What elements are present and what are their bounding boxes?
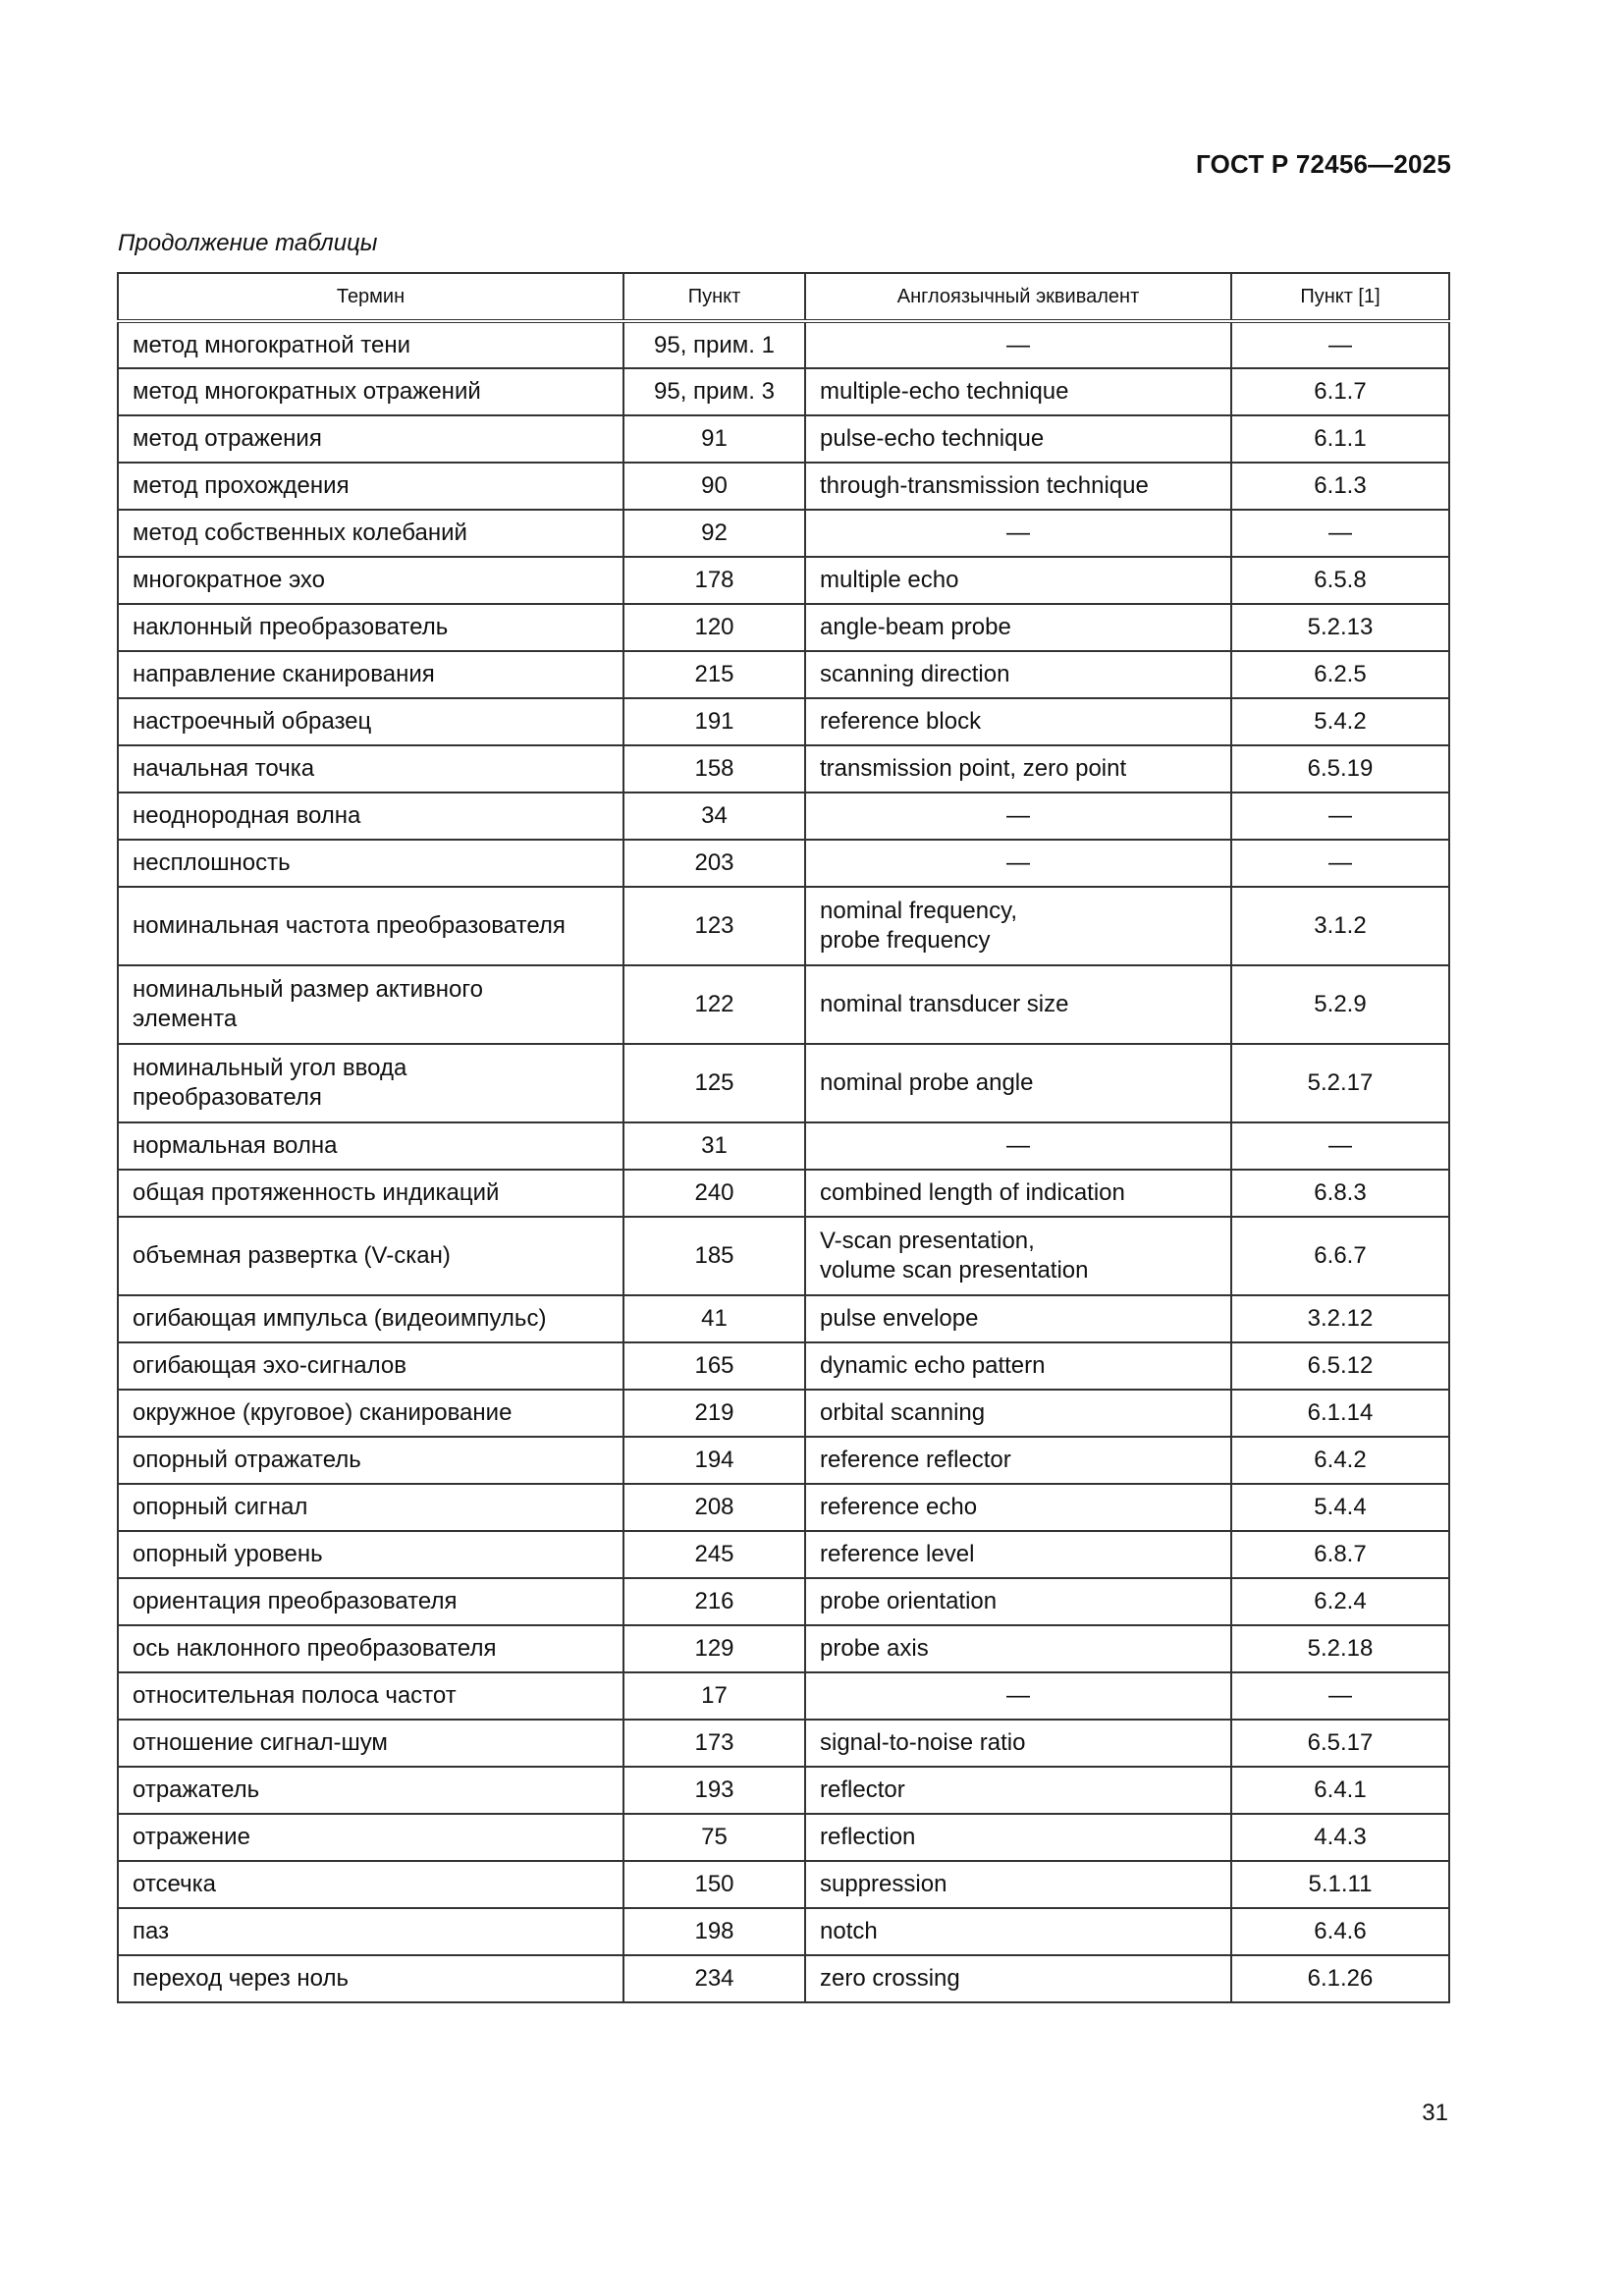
cell-term: метод многократных отражений [118,368,623,415]
table-row [118,840,1449,887]
cell-term: направление сканирования [118,651,623,698]
table-row [118,321,1449,368]
table-row [118,1578,1449,1625]
table-row [118,887,1449,965]
table-row [118,1908,1449,1955]
cell-term: номинальная частота преобразователя [118,887,623,965]
cell-term: неоднородная волна [118,793,623,840]
table-row [118,1122,1449,1170]
cell-item: 240 [623,1170,805,1217]
cell-item: 90 [623,463,805,510]
cell-item: 216 [623,1578,805,1625]
cell-reference: 6.4.2 [1231,1437,1449,1484]
cell-english: angle-beam probe [805,604,1231,651]
cell-term: опорный отражатель [118,1437,623,1484]
cell-item: 191 [623,698,805,745]
cell-term: ось наклонного преобразователя [118,1625,623,1672]
cell-item: 219 [623,1390,805,1437]
cell-term: отражатель [118,1767,623,1814]
table-row [118,1044,1449,1122]
table-row [118,1625,1449,1672]
cell-item: 158 [623,745,805,793]
cell-reference: 6.1.14 [1231,1390,1449,1437]
cell-reference: 6.1.1 [1231,415,1449,463]
cell-reference: 3.2.12 [1231,1295,1449,1342]
cell-term: номинальный размер активного элемента [118,965,623,1044]
cell-item: 234 [623,1955,805,2002]
table-row [118,1437,1449,1484]
cell-reference: 5.2.9 [1231,965,1449,1044]
cell-english: multiple echo [805,557,1231,604]
cell-english: reference level [805,1531,1231,1578]
document-code: ГОСТ Р 72456—2025 [1196,149,1451,179]
cell-reference: 6.1.3 [1231,463,1449,510]
cell-reference: 5.1.11 [1231,1861,1449,1908]
cell-english: reflector [805,1767,1231,1814]
cell-english: notch [805,1908,1231,1955]
cell-reference: — [1231,321,1449,368]
cell-reference: 6.2.5 [1231,651,1449,698]
cell-reference: 6.4.1 [1231,1767,1449,1814]
cell-reference: — [1231,840,1449,887]
cell-term: метод отражения [118,415,623,463]
cell-term: опорный уровень [118,1531,623,1578]
table-row [118,368,1449,415]
table-row [118,1170,1449,1217]
cell-english: — [805,510,1231,557]
cell-term: окружное (круговое) сканирование [118,1390,623,1437]
cell-term: наклонный преобразователь [118,604,623,651]
cell-item: 245 [623,1531,805,1578]
cell-english: reference echo [805,1484,1231,1531]
table-row [118,415,1449,463]
cell-reference: 6.5.17 [1231,1720,1449,1767]
cell-item: 194 [623,1437,805,1484]
table-row [118,1295,1449,1342]
cell-reference: 5.2.18 [1231,1625,1449,1672]
cell-term: отсечка [118,1861,623,1908]
cell-item: 92 [623,510,805,557]
table-row [118,1390,1449,1437]
cell-term: относительная полоса частот [118,1672,623,1720]
cell-english: transmission point, zero point [805,745,1231,793]
cell-english: nominal probe angle [805,1044,1231,1122]
table-row [118,793,1449,840]
cell-english: — [805,840,1231,887]
cell-item: 120 [623,604,805,651]
cell-item: 198 [623,1908,805,1955]
cell-english: nominal frequency, probe frequency [805,887,1231,965]
cell-english: probe axis [805,1625,1231,1672]
cell-reference: 6.5.8 [1231,557,1449,604]
cell-english: zero crossing [805,1955,1231,2002]
cell-term: объемная развертка (V-скан) [118,1217,623,1295]
cell-reference: 5.4.4 [1231,1484,1449,1531]
cell-item: 125 [623,1044,805,1122]
cell-term: отражение [118,1814,623,1861]
terms-table [117,272,1450,2003]
table-row [118,1342,1449,1390]
cell-english: — [805,793,1231,840]
cell-reference: 6.8.3 [1231,1170,1449,1217]
cell-term: огибающая импульса (видеоимпульс) [118,1295,623,1342]
cell-item: 150 [623,1861,805,1908]
cell-term: огибающая эхо-сигналов [118,1342,623,1390]
cell-item: 215 [623,651,805,698]
cell-reference: 5.2.17 [1231,1044,1449,1122]
cell-english: pulse-echo technique [805,415,1231,463]
cell-item: 31 [623,1122,805,1170]
cell-item: 95, прим. 3 [623,368,805,415]
terms-table-body [118,321,1449,2002]
cell-term: опорный сигнал [118,1484,623,1531]
column-header-english: Англоязычный эквивалент [805,273,1231,321]
cell-item: 129 [623,1625,805,1672]
cell-reference: — [1231,510,1449,557]
table-row [118,745,1449,793]
table-row [118,604,1449,651]
cell-term: метод собственных колебаний [118,510,623,557]
cell-reference: 6.1.7 [1231,368,1449,415]
cell-reference: 5.4.2 [1231,698,1449,745]
cell-reference: 6.1.26 [1231,1955,1449,2002]
cell-english: dynamic echo pattern [805,1342,1231,1390]
cell-english: orbital scanning [805,1390,1231,1437]
cell-english: suppression [805,1861,1231,1908]
cell-reference: — [1231,1122,1449,1170]
table-row [118,1955,1449,2002]
cell-english: — [805,1122,1231,1170]
column-header-item: Пункт [623,273,805,321]
cell-item: 34 [623,793,805,840]
table-row [118,1484,1449,1531]
table-row [118,1767,1449,1814]
cell-term: многократное эхо [118,557,623,604]
cell-item: 203 [623,840,805,887]
cell-item: 75 [623,1814,805,1861]
column-header-reference: Пункт [1] [1231,273,1449,321]
cell-english: nominal transducer size [805,965,1231,1044]
cell-item: 123 [623,887,805,965]
cell-english: signal-to-noise ratio [805,1720,1231,1767]
cell-item: 122 [623,965,805,1044]
cell-reference: 6.4.6 [1231,1908,1449,1955]
cell-english: scanning direction [805,651,1231,698]
cell-item: 173 [623,1720,805,1767]
cell-reference: 6.8.7 [1231,1531,1449,1578]
table-row [118,1672,1449,1720]
cell-term: настроечный образец [118,698,623,745]
cell-reference: — [1231,1672,1449,1720]
cell-reference: 5.2.13 [1231,604,1449,651]
cell-english: through-transmission technique [805,463,1231,510]
table-row [118,510,1449,557]
table-row [118,463,1449,510]
column-header-term: Термин [118,273,623,321]
cell-term: метод многократной тени [118,321,623,368]
cell-item: 95, прим. 1 [623,321,805,368]
cell-reference: 6.5.12 [1231,1342,1449,1390]
cell-english: pulse envelope [805,1295,1231,1342]
cell-item: 17 [623,1672,805,1720]
cell-term: паз [118,1908,623,1955]
cell-item: 185 [623,1217,805,1295]
cell-term: начальная точка [118,745,623,793]
cell-english: combined length of indication [805,1170,1231,1217]
cell-english: — [805,321,1231,368]
table-row [118,557,1449,604]
cell-english: multiple-echo technique [805,368,1231,415]
cell-term: ориентация преобразователя [118,1578,623,1625]
cell-term: метод прохождения [118,463,623,510]
cell-item: 208 [623,1484,805,1531]
cell-term: общая протяженность индикаций [118,1170,623,1217]
cell-item: 91 [623,415,805,463]
table-row [118,1217,1449,1295]
cell-item: 193 [623,1767,805,1814]
cell-reference: — [1231,793,1449,840]
cell-english: reflection [805,1814,1231,1861]
table-row [118,1720,1449,1767]
cell-term: нормальная волна [118,1122,623,1170]
table-row [118,651,1449,698]
table-row [118,698,1449,745]
cell-item: 178 [623,557,805,604]
page-number: 31 [1422,2100,1448,2126]
cell-term: переход через ноль [118,1955,623,2002]
cell-reference: 6.2.4 [1231,1578,1449,1625]
cell-reference: 4.4.3 [1231,1814,1449,1861]
cell-item: 41 [623,1295,805,1342]
table-continuation-caption: Продолжение таблицы [118,230,378,256]
cell-english: probe orientation [805,1578,1231,1625]
cell-term: отношение сигнал-шум [118,1720,623,1767]
table-row [118,1861,1449,1908]
table-row [118,1814,1449,1861]
table-row [118,1531,1449,1578]
cell-reference: 6.5.19 [1231,745,1449,793]
cell-english: V-scan presentation, volume scan presentation [805,1217,1231,1295]
cell-english: reference reflector [805,1437,1231,1484]
cell-reference: 3.1.2 [1231,887,1449,965]
cell-english: reference block [805,698,1231,745]
cell-reference: 6.6.7 [1231,1217,1449,1295]
cell-item: 165 [623,1342,805,1390]
table-row [118,965,1449,1044]
cell-term: несплошность [118,840,623,887]
table-header-row [118,273,1449,321]
cell-english: — [805,1672,1231,1720]
cell-term: номинальный угол ввода преобразователя [118,1044,623,1122]
